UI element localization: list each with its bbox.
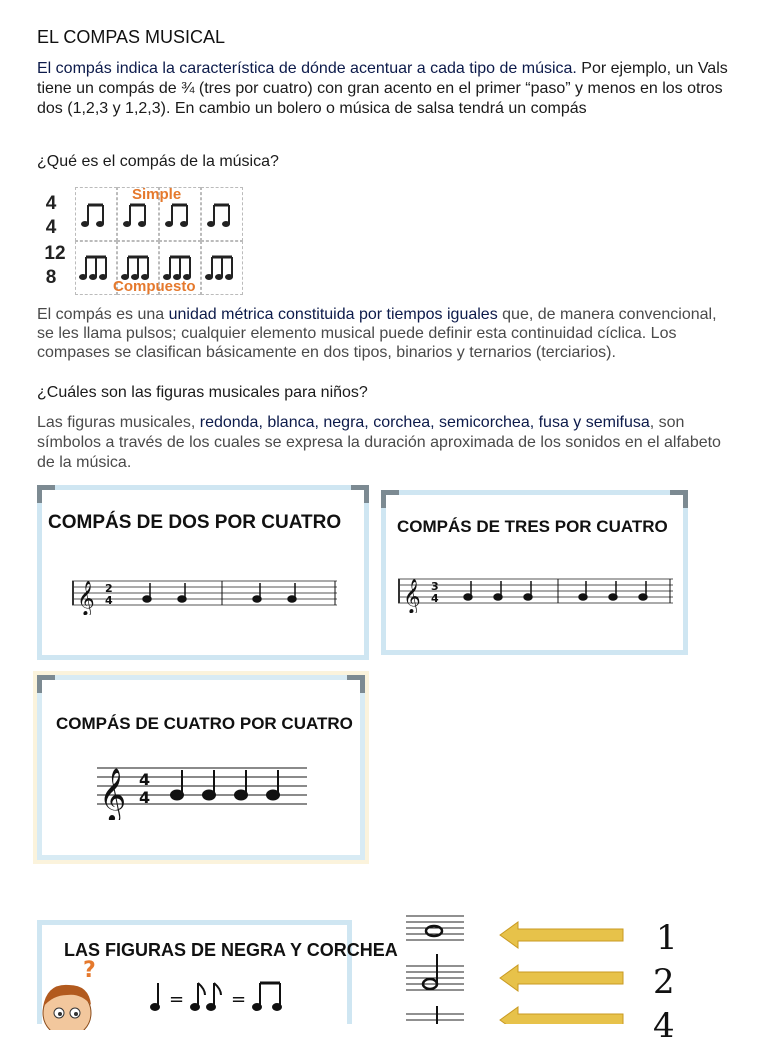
arrow-left-icon — [500, 965, 623, 991]
svg-text:4: 4 — [139, 770, 151, 789]
definition-paragraph — [37, 305, 737, 362]
gold-arrows — [498, 918, 628, 1024]
arrow-number-4: 4 — [653, 1006, 675, 1046]
figures-a: Las figuras musicales, — [37, 414, 200, 431]
card-two-four — [37, 485, 369, 660]
staff-three-four — [398, 573, 678, 613]
corner-icon — [37, 485, 55, 503]
svg-text:2: 2 — [105, 582, 113, 595]
card-title-negra-corchea: LAS FIGURAS DE NEGRA Y CORCHEA — [64, 940, 398, 960]
eighth-pair-icon — [81, 205, 104, 227]
compuesto-label: Compuesto — [113, 278, 196, 295]
svg-text:4: 4 — [431, 592, 439, 605]
question-figuras-ninos: ¿Cuáles son las figuras musicales para niños? — [37, 384, 368, 401]
treble-clef-icon: 𝄞 — [99, 767, 127, 820]
card-title-three-four: COMPÁS DE TRES POR CUATRO — [397, 517, 668, 536]
note-durations-panel — [398, 900, 698, 1046]
eighth-pair-icon — [207, 205, 230, 227]
svg-text:3: 3 — [431, 580, 439, 593]
corner-icon — [381, 490, 399, 508]
intro-rest: Por ejemplo, un Vals tiene un compás de ¾ (tres por cuatro) con gran acento en el primer “paso” y menos en los otros dos (1,2,3 y 1,2,3). En cambio un bolero o música de salsa tendrá un compás — [37, 60, 728, 117]
figures-c: , son símbolos a través de los cuales se expresa la duración aproximada de los sonidos en el alfabeto de la música. — [37, 414, 721, 471]
staff-two-four — [72, 575, 342, 615]
simple-label: Simple — [132, 186, 182, 203]
treble-clef-icon: 𝄞 — [77, 581, 95, 615]
arrow-number-2: 2 — [653, 962, 675, 1002]
eighth-pair-icon — [165, 205, 188, 227]
arrow-left-icon — [500, 922, 623, 948]
treble-clef-icon: 𝄞 — [403, 579, 421, 613]
time-signature-diagram — [37, 185, 252, 297]
question-what-is-compas: ¿Qué es el compás de la música? — [37, 153, 279, 170]
note-equation — [147, 977, 327, 1017]
eighth-triplet-icon — [79, 257, 107, 280]
corner-icon — [347, 675, 365, 693]
card-four-four — [37, 675, 365, 860]
card-title-two-four: COMPÁS DE DOS POR CUATRO — [48, 512, 342, 533]
corner-icon — [37, 675, 55, 693]
svg-text:4: 4 — [105, 594, 113, 607]
svg-text:=: = — [169, 989, 185, 1010]
corner-icon — [351, 485, 369, 503]
staff-four-four — [97, 760, 312, 820]
svg-text:4: 4 — [139, 788, 151, 807]
card-title-four-four: COMPÁS DE CUATRO POR CUATRO — [56, 714, 353, 733]
ts-bottom-numerator: 12 — [44, 243, 66, 264]
intro-emphasis: El compás indica la característica de dónde acentuar a cada tipo de música. — [37, 60, 577, 77]
definition-highlight: unidad métrica constituida por tiempos iguales — [168, 306, 498, 323]
figures-paragraph — [37, 413, 737, 473]
intro-paragraph — [37, 59, 742, 119]
arrow-number-1: 1 — [656, 918, 678, 958]
thinking-kid-icon — [37, 955, 107, 1030]
definition-c: que, de manera convencional, se les llama pulsos; cualquier elemento musical puede definir esta continuidad cíclica. Los compases se clasifican básicamente en dos tipos, binarios y ternarios (terciarios). — [37, 306, 717, 361]
note-staff-vertical — [406, 910, 466, 1024]
card-three-four — [381, 490, 688, 655]
figures-list: redonda, blanca, negra, corchea, semicorchea, fusa y semifusa — [199, 414, 650, 431]
page-title: EL COMPAS MUSICAL — [37, 27, 226, 47]
ts-bottom-denominator: 8 — [45, 267, 57, 288]
eighth-triplet-icon — [121, 257, 149, 280]
corner-icon — [670, 490, 688, 508]
svg-text:?: ? — [83, 958, 96, 983]
eighth-triplet-icon — [163, 257, 191, 280]
ts-top-numerator: 4 — [45, 193, 57, 214]
card-negra-corchea — [37, 920, 398, 1024]
svg-text:=: = — [231, 989, 247, 1010]
eighth-pair-icon — [123, 205, 146, 227]
definition-a: El compás es una — [37, 306, 169, 323]
eighth-triplet-icon — [205, 257, 233, 280]
ts-top-denominator: 4 — [45, 217, 57, 238]
arrow-left-icon — [500, 1007, 623, 1024]
